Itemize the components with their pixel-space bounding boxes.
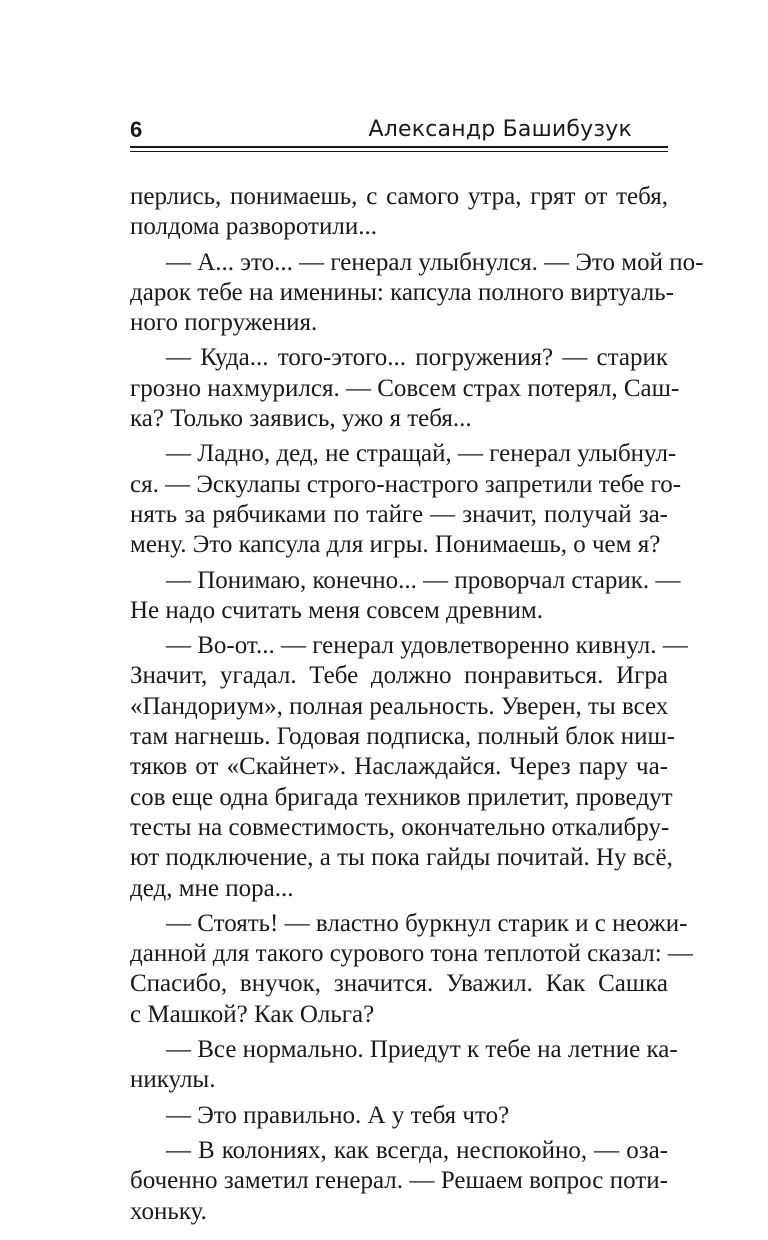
text-line: дарок тебе на именины: капсула полного виртуаль- [130, 278, 674, 306]
text-line: грозно нахмурился. — Совсем страх потерял, Саш- [130, 374, 680, 402]
text-line: — Во-от... — генерал удовлетворенно кивнул. — [166, 632, 688, 660]
text-line: никулы. [130, 1066, 216, 1094]
text-line: боченно заметил генерал. — Решаем вопрос поти- [130, 1167, 668, 1195]
text-line: — Куда... того-этого... погружения? — старик [166, 344, 668, 372]
text-line: дед, мне пора... [130, 874, 294, 902]
text-line: — Все нормально. Приедут к тебе на летние ка- [166, 1036, 678, 1064]
text-line: ка? Только заявись, ужо я тебя... [130, 405, 472, 433]
text-line: там нагнешь. Годовая подписка, полный блок ниш- [130, 723, 676, 751]
text-line: — Понимаю, конечно... — проворчал старик. — [166, 566, 681, 594]
page-number: 6 [130, 117, 143, 142]
running-header [130, 106, 668, 146]
text-line: — Ладно, дед, не стращай, — генерал улыбнул- [166, 440, 677, 468]
text-line: тяков от «Скайнет». Наслаждайся. Через пару ча- [130, 753, 668, 781]
text-line: мену. Это капсула для игры. Понимаешь, о чем я? [130, 531, 661, 559]
text-line: — Стоять! — властно буркнул старик и с неожи- [166, 909, 688, 937]
text-line: ся. — Эскулапы строго-настрого запретили тебе го- [130, 470, 682, 498]
text-line: тесты на совместимость, окончательно откалибру- [130, 813, 670, 841]
text-line: «Пандориум», полная реальность. Уверен, ты всех [130, 692, 669, 720]
text-line: перлись, понимаешь, с самого утра, грят от тебя, [130, 183, 668, 210]
text-line: сов еще одна бригада техников прилетит, проведут [130, 783, 673, 811]
text-line: — Это правильно. А у тебя что? [166, 1101, 510, 1129]
text-line: ного погружения. [130, 309, 318, 337]
text-line: полдома разворотили... [130, 213, 377, 241]
text-line: с Машкой? Как Ольга? [130, 1000, 375, 1028]
text-line: — В колониях, как всегда, неспокойно, — оза- [166, 1136, 668, 1164]
text-line: — А... это... — генерал улыбнулся. — Это мой по- [166, 248, 704, 276]
body-text [130, 182, 704, 1227]
text-line: ют подключение, а ты пока гайды почитай. Ну всё, [130, 844, 673, 872]
text-line: Значит, угадал. Тебе должно понравиться. Игра [130, 662, 668, 690]
text-line: Спасибо, внучок, значится. Уважил. Как Сашка [130, 970, 668, 998]
header-rule-thin [130, 151, 668, 152]
text-line: хоньку. [130, 1197, 207, 1225]
text-line: нять за рябчиками по тайге — значит, получай за- [130, 500, 668, 528]
text-line: Не надо считать меня совсем древним. [130, 596, 543, 624]
text-line: данной для такого сурового тона теплотой сказал: — [130, 940, 693, 968]
header-rule-thick [130, 146, 668, 148]
running-title: Александр Башибузук [368, 117, 632, 142]
